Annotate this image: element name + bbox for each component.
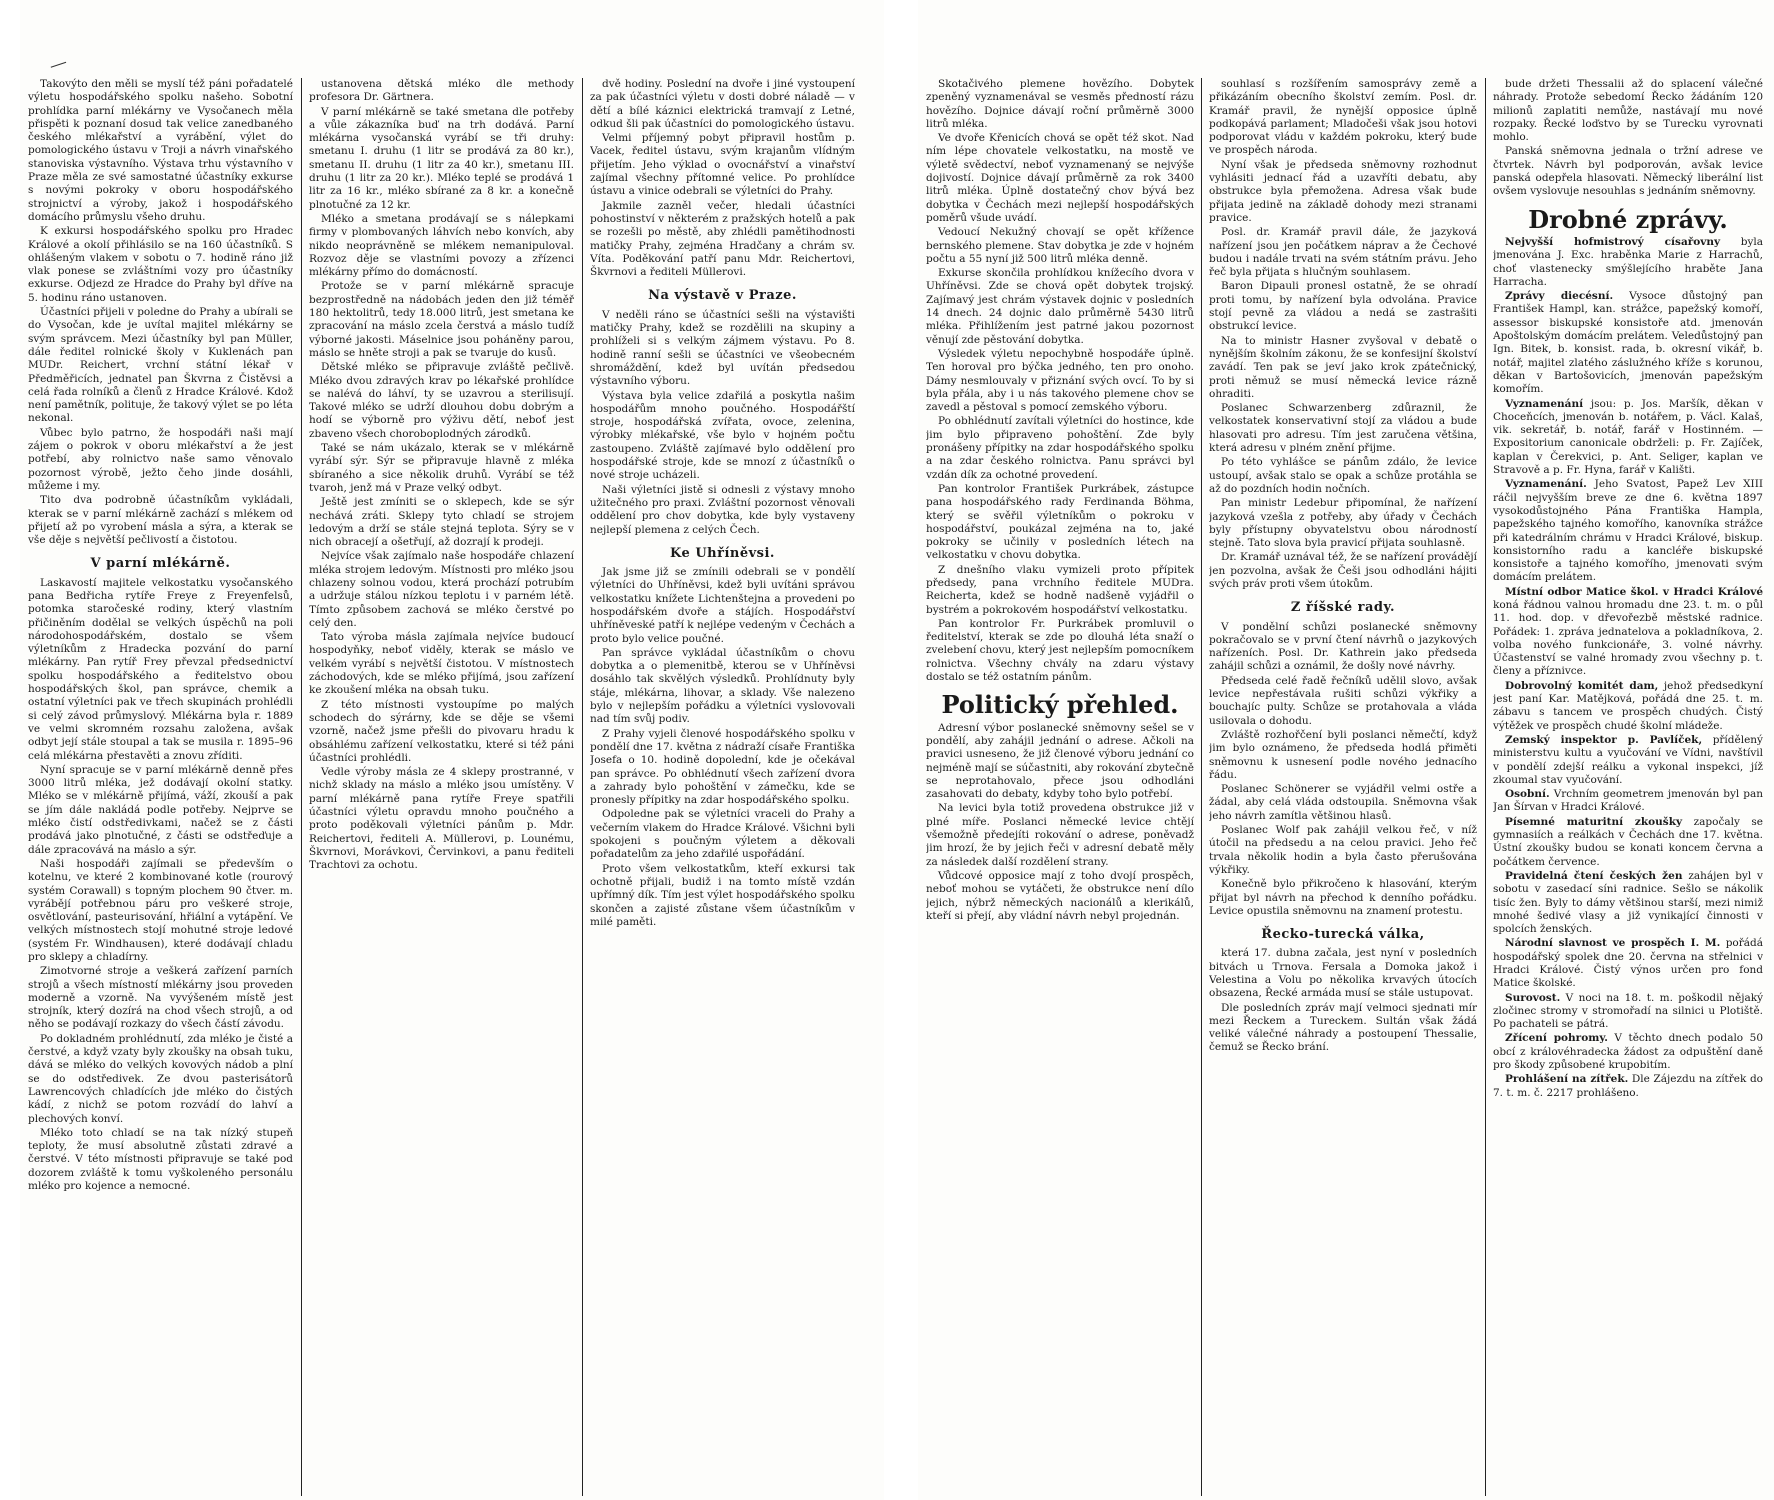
paragraph: Tito dva podrobně účastníkům vykládali, kterak se v parní mlékárně zachází s mlékem od přijetí až po vyrobení másla a sýra, a kterak se vše děje s největší pečlivostí a čistotou.: [28, 494, 293, 547]
paragraph: Pan kontrolor Fr. Purkrábek promluvil o ředitelství, kterak se zde po dlouhá léta snaží o zvelebení chovu, který jest nejlepším pomocníkem rolnictva. Všechny chvály na zdaru výstavy dostalo se též ostatním pánům.: [926, 617, 1194, 684]
news-item: [1493, 992, 1763, 1032]
column-3: [590, 78, 855, 1496]
paragraph: Předseda celé řadě řečníků udělil slovo, avšak levice nepřestávala rušiti schůzi výkřiky a bouchajíc pulty. Schůze se protahovala a vláda usilovala o dohodu.: [1209, 674, 1477, 727]
paragraph: Tato výroba másla zajímala nejvíce budoucí hospodyňky, neboť viděly, kterak se máslo ve velkém vyrábí s největší čistotou. V místnostech záchodových, kde se mléko přijímá, jsou zařízení ke zkoušení mléka na obsah tuku.: [309, 631, 574, 697]
paragraph: Vůdcové opposice mají z toho dvojí prospěch, neboť mohou se vytáčeti, že obstrukce není dílo jejich, nýbrž německých nacionálů a klerikálů, kteří si přejí, aby vládní návrh nebyl projednán.: [926, 869, 1194, 922]
section-heading: Řecko-turecká válka,: [1261, 927, 1425, 943]
news-item-lead: Místní odbor Matice škol. v Hradci Králové: [1505, 585, 1763, 598]
column-rule: [301, 78, 302, 1496]
pen-mark: [51, 62, 70, 77]
paragraph: Poslanec Wolf pak zahájil velkou řeč, v níž útočil na předsedu a na celou pravici. Jeho řeč trvala několik hodin a byla často přerušována výkřiky.: [1209, 824, 1477, 876]
news-item: [1493, 236, 1763, 289]
column-1: [28, 78, 293, 1496]
paragraph: Po obhlédnutí zavítali výletníci do hostince, kde jim bylo připraveno pohoštění. Zde byly pronášeny přípitky na zdar hospodářského spolku a na zdar českého rolnictva. Panu správci byl vzdán dík za ochotné provedení.: [926, 415, 1194, 481]
news-item-text: jsou: p. Jos. Maršík, děkan v Choceňcích, jmenován b. notářem, p. Václ. Kalaš, vik. sekretář, b. notář, farář v Hostinném. — Expositorium canonicale obdrželi: p. Fr. Zajíček, kaplan v Čerekvici, p. Ant. Seliger, kaplan ve Stravově a p. Fr. Hyna, farář v Kališti.: [1493, 397, 1763, 477]
section-heading: Z říšské rady.: [1290, 600, 1396, 616]
news-item: [1493, 788, 1763, 815]
paragraph: Naši výletníci jistě si odnesli z výstavy mnoho užitečného pro praxi. Zvláštní pozornost věnovali oddělení pro chov dobytka, kde byly vystaveny nejlepší plemena z celých Čech.: [590, 483, 855, 536]
paragraph: Naši hospodáři zajímali se především o kotelnu, ve které 2 kombinované kotle (rourový systém Corawall) s topným plochem 90 čtver. m. vyrábějí potřebnou páru pro veškeré stroje, osvětlování, pasteurisování, hřiální a vytápění. Ve velkých místnostech stojí mohutné stroje ledové (systém Fr. Windhausen), které dodávají chladu pro sklepy a chladírny.: [28, 857, 293, 963]
newspaper-page-right: [918, 0, 1774, 1500]
paragraph: Na to ministr Hasner zvyšoval v debatě o nynějším školním zákonu, že se konfesijní školství zavádí. Ten pak se jeví jako krok zpátečnický, proti němuž se musí německá levice rázně ohraditi.: [1209, 334, 1477, 400]
news-item-text: Jeho Svatost, Papež Lev XIII ráčil nejvyšším breve ze dne 6. května 1897 vysokodůstojného Pána Františka Hampla, papežského tajného komořího, kanovníka strážce při katedrálním chrámu v Hradci Králové, biskup. konsistorního radu a kancléře biskupské konsistoře a tajného komořího, jmenovati svým domácím prelátem.: [1493, 478, 1763, 584]
news-item-text: jehož předsedkyní jest paní Kar. Matějková, pořádá dne 25. t. m. zábavu s tancem ve prospěch chudých. Čistý výtěžek ve prospěch chudé školní mládeže.: [1493, 679, 1763, 732]
paragraph: Nejvíce však zajímalo naše hospodáře chlazení mléka strojem ledovým. Místnosti pro mléko jsou chlazeny solnou vodou, která prochází potrubím a udržuje stálou nízkou teplotu i v parném létě. Tímto způsobem zachová se mléko čerstvé po celý den.: [309, 550, 574, 629]
news-item-text: byla jmenována J. Exc. hraběnka Marie z Harrachů, choť vlastenecky smýšlejícího hraběte Jana Harracha.: [1493, 235, 1763, 288]
news-item-text: V noci na 18. t. m. poškodil nějaký zločinec stromy v stromořadí na silnici u Plotiště. Po pachateli se pátrá.: [1493, 991, 1763, 1031]
paragraph: Laskavostí majitele velkostatku vysočanského pana Bedřicha rytíře Freye z Freyenfelsů, potomka staročeské rodiny, který vlastním přičiněním dodělal se velkých úspěchů na poli národohospodářském, dostalo se všem výletníkům z Hradecka pozvání do parní mlékárny. Pan rytíř Frey převzal předsednictví spolku hospodářského a ředitelstvo obou hospodářských škol, pan správce, chemik a ostatní výletníci pak ve třech skupinách prohlédli si celý závod průmyslový. Mlékárna byla r. 1889 ve velmi skromném rozsahu založena, avšak odbyt její stále stoupal a tak se musila r. 1895–96 celá mlékárna přestavěti a znovu zříditi.: [28, 576, 293, 762]
paragraph: Konečně bylo přikročeno k hlasování, kterým přijat byl návrh na přechod k denního pořádku. Levice opustila sněmovnu na znamení protestu.: [1209, 878, 1477, 917]
news-item-lead: Osobní.: [1505, 788, 1550, 801]
section-title: Politický přehled.: [941, 690, 1179, 720]
paragraph: Takovýto den měli se myslí též páni pořadatelé výletu hospodářského spolku našeho. Sobotní prohlídka parní mlékárny ve Vysočanech měla přispěti k poznaní dosud tak velice zanedbaného českého mlékařství a vyrábění, výlet do pomologického ústavu v Troji a návrh vinařského stanoviska výstavního. Výstava trhu výstavního v Praze měla ze své samostatné účastníky exkurse s novými pokroky v oboru hospodářského strojnictví a výroby, jakož i hospodářského domácího průmyslu všeho druhu.: [28, 78, 293, 223]
news-items: [1493, 236, 1763, 1100]
section-heading: V parní mlékárně.: [90, 556, 231, 572]
news-item-lead: Národní slavnost ve prospěch I. M.: [1505, 937, 1721, 950]
paragraph: Dětské mléko se připravuje zvláště pečlivě. Mléko dvou zdravých krav po lékařské prohlídce se nalévá do láhví, ty se uzavrou a sterilisují. Takové mléko se udrží dlouhou dobu dobrým a hodí se výborně pro výživu dětí, neboť jest zbaveno všech choroboplodných zárodků.: [309, 361, 574, 440]
news-item-text: započaly se gymnasiích a reálkách v Čechách dne 17. května. Ústní zkoušky budou se konati koncem června a počátkem července.: [1493, 815, 1763, 868]
news-item: [1493, 870, 1763, 936]
paragraph: bude držeti Thessalii až do splacení válečné náhrady. Protože sebedomí Řecko žádáním 120 milionů zaplatiti nemůže, nastávají mu nové rozpaky. Řecké loďstvo by se Turecku vyrovnati mohlo.: [1493, 78, 1763, 144]
section-heading: Na výstavě v Praze.: [648, 288, 797, 304]
news-item-lead: Písemné maturitní zkoušky: [1505, 815, 1683, 828]
paragraph: V pondělní schůzi poslanecké sněmovny pokračovalo se v první čtení návrhů o jazykových nařízeních. Posl. Dr. Kathrein jako předseda zahájil schůzi a oznámil, že došly nové návrhy.: [1209, 620, 1477, 673]
column-rule: [582, 78, 583, 1496]
paragraph: Po dokladném prohlédnutí, zda mléko je čisté a čerstvé, a když vzaty byly zkoušky na obsah tuku, dává se mléko do velkých kovových nádob a plní se do odstředivek. Ze dvou pasterisátorů Lawrencových chladících jde mléko do čistých kádí, z nichž se potom rozvádí do lahví a plechových konví.: [28, 1032, 293, 1125]
paragraph: Po této vyhlášce se pánům zdálo, že levice ustoupí, avšak stalo se opak a schůze protáhla se až do pozdních hodin nočních.: [1209, 456, 1477, 495]
paragraph: Výstava byla velice zdařilá a poskytla našim hospodářům mnoho poučného. Hospodářští stroje, hospodářská zvířata, ovoce, zelenina, výrobky mlékařské, vše bylo v hojném počtu zastoupeno. Zvláště zajímavé bylo oddělení pro hospodářské stroje, kde se mnozí z účastníků o nové stroje ucházeli.: [590, 389, 855, 482]
paragraph: Pan správce vykládal účastníkům o chovu dobytka a o plemenitbě, kterou se v Uhříněvsi dosáhlo tak skvělých výsledků. Prohlídnuty byly stáje, mlékárna, lihovar, a sklady. Vše nalezeno bylo v nejlepším pořádku a výletníci vyslovovali nad tím svůj podiv.: [590, 646, 855, 726]
paragraph: Posl. dr. Kramář pravil dále, že jazyková nařízení jsou jen počátkem náprav a že Čechové budou i nadále trvati na svém státním právu. Jeho řeč byla přijata s hlučným souhlasem.: [1209, 226, 1477, 279]
paragraph: K exkursi hospodářského spolku pro Hradec Králové a okolí přihlásilo se na 160 účastníků. S ohlášeným vlakem v sobotu o 7. hodině ráno již vlak ponese se zvláštními vozy pro účastníky exkurse. Odjezd ze Hradce do Prahy byl dříve na 5. hodinu ráno ustanoven.: [28, 225, 293, 304]
column-3: [1493, 78, 1763, 1496]
paragraph: Dr. Kramář uznával též, že se nařízení provádějí jen pozvolna, avšak že Češi jsou odhodláni hájiti svých práv proti všem útokům.: [1209, 551, 1477, 590]
paragraph: Velmi příjemný pobyt připravil hostům p. Vacek, ředitel ústavu, svým krajanům vlídným přijetím. Jeho výklad o ovocnářství a vinařství zajímal všechny přítomné velice. Po prohlídce ústavu a vinice odebrali se výletníci do Prahy.: [590, 132, 855, 198]
paragraph: Pan ministr Ledebur připomínal, že nařízení jazyková vzešla z potřeby, aby úřady v Čechách byly přístupny obyvatelstvu obou národností stejně. Tato slova byla pravicí přijata souhlasně.: [1209, 497, 1477, 550]
paragraph: Baron Dipauli pronesl ostatně, že se ohradí proti tomu, by nařízení byla odvolána. Pravice stojí pevně za vládou a nedá se zastrašiti obstrukcí levice.: [1209, 280, 1477, 333]
news-item: [1493, 680, 1763, 733]
column-2: [1209, 78, 1477, 1496]
news-item: [1493, 478, 1763, 584]
paragraph: Pan kontrolor František Purkrábek, zástupce pana hospodářského rady Ferdinanda Böhma, který se svěřil výletníkům o pokroku v hospodářství, poukázal zejména na to, jaké pokroky se učinily v posledních létech na velkostatku v chovu dobytka.: [926, 482, 1194, 562]
paragraph: Zvláště rozhořčení byli poslanci němečtí, když jim bylo oznámeno, že předseda hodlá přiměti sněmovnu k usnesení podle nového jednacího řádu.: [1209, 728, 1477, 781]
paragraph: Z této místnosti vystoupíme po malých schodech do sýrárny, kde se děje se všemi vzorně, načež jsme přešli do pivovaru hradu k obsáhlému zařízení velkostatku, které si též páni účastníci prohlédli.: [309, 698, 574, 764]
paragraph: dvě hodiny. Poslední na dvoře i jiné vystoupení za pak účastníci výletu v dosti dobré náladě — v dětí a bílé káznici elektrická tramvají z Letné, odkud šli pak účastníci do pomologického ústavu.: [590, 78, 855, 130]
paragraph: Nyní spracuje se v parní mlékárně denně přes 3000 litrů mléka, jež dodávají okolní statky. Mléko se v mlékárně přijímá, váží, zkouší a pak se jím dále nakládá podle potřeby. Nejprve se mléko čistí odstředivkami, načež se z části prodává jako plnotučné, z části se odstřeďuje a dále zpracovává na máslo a sýr.: [28, 763, 293, 856]
news-item-text: Vrchním geometrem jmenován byl pan Jan Šírvan v Hradci Králové.: [1493, 788, 1763, 814]
paragraph: Exkurse skončila prohlídkou knížecího dvora v Uhříněvsi. Zde se chová opět dobytek trojský. Zajímavý jest chrám výstavek dojnic v posledních 14 dnech. 24 dojnic dalo průměrně 5430 litrů mléka. Přihlížením jest patrné jakou pozornost věnují zde pěstování dobytka.: [926, 267, 1194, 346]
news-item-lead: Dobrovolný komitét dam,: [1505, 679, 1659, 692]
paragraph: Zimotvorné stroje a veškerá zařízení parních strojů a všech místností mlékárny jsou proveden moderně a vzorně. Na vyvýšeném místě jest strojník, který dozírá na chod všech strojů, a od něho se podávají rozkazy do všech částí závodu.: [28, 965, 293, 1031]
news-item-lead: Zemský inspektor p. Pavlíček,: [1505, 733, 1703, 746]
paragraph: Panská sněmovna jednala o tržní adrese ve čtvrtek. Návrh byl podporován, avšak levice panská odepřela hlasovati. Německý liberální list ovšem vyslovuje nesouhlas s jednáním sněmovny.: [1493, 145, 1763, 198]
paragraph: Na levici byla totiž provedena obstrukce již v plné míře. Poslanci německé levice chtějí všemožně předejíti rokování o adrese, poněvadž jim hrozí, že by jejich řeči v adresní debatě měly za následek další rozdělení strany.: [926, 802, 1194, 868]
news-item: [1493, 1032, 1763, 1072]
paragraph: Ve dvoře Křenicích chová se opět též skot. Nad ním lépe chovatele velkostatku, na mostě ve výletě svědectví, neboť vyznamenaný se nejvýše dojivostí. Dojnice dávají průměrně za rok 3400 litrů mléka. Úplně dostatečný chov bývá bez dobytka v Čechách mezi nejlepší hospodářských poměrů všude uvádí.: [926, 132, 1194, 224]
paragraph: Proto všem velkostatkům, kteří exkursi tak ochotně přijali, budiž i na tomto místě vzdán upřímný dík. Tím jest výlet hospodářského spolku skončen a zajisté zůstane všem účastníkům v milé paměti.: [590, 862, 855, 928]
paragraph: V parní mlékárně se také smetana dle potřeby a vůle zákazníka buď na trh dodává. Parní mlékárna vysočanská vyrábí se tři druhy: smetanu I. druhu (1 litr se prodává za 80 kr.), smetanu II. druhu (1 litr za 40 kr.), smetanu III. druhu (1 litr za 20 kr.). Mléko teplé se prodává 1 litr za 16 kr., mléko sbírané za 8 kr. a konečně plnotučné za 12 kr.: [309, 105, 574, 211]
news-item-text: pořádá hospodářský spolek dne 20. června na střelnici v Hradci Králové. Čistý výnos určen pro fond Matice školské.: [1493, 937, 1763, 990]
news-item-lead: Zprávy diecésní.: [1505, 290, 1614, 303]
column-1: [926, 78, 1194, 1496]
newspaper-page-left: [20, 0, 884, 1500]
news-item: [1493, 586, 1763, 679]
news-item-lead: Prohlášení na zítřek.: [1505, 1073, 1629, 1086]
paragraph: souhlasí s rozšířením samosprávy země a přikázáním obecního školství zemím. Posl. dr. Kramář pravil, že nynější opposice úplně podkopává parlament; Mladočeši však jsou hotovi podporovat vládu v každém pokroku, který bude ve prospěch národa.: [1209, 78, 1477, 157]
news-item-lead: Vyznamenání: [1505, 397, 1584, 410]
paragraph: Poslanec Schwarzenberg zdůraznil, že velkostatek konservativní stojí za vládou a bude hlasovati pro adresu. Tím jest zaručena většina, která adresu v plném znění přijme.: [1209, 402, 1477, 455]
paragraph: Jak jsme již se zmínili odebrali se v pondělí výletníci do Uhříněvsi, kdež byli uvítáni správou velkostatku knížete Lichtenštejna a provedeni po hospodářském dvoře a stájích. Hospodářství uhříněveské patří k nejlépe vedeným v Čechách a proto bylo velice poučné.: [590, 566, 855, 645]
news-item-text: Dle Zájezdu na zítřek do 7. t. m. č. 2217 prohlášeno.: [1493, 1073, 1763, 1099]
news-item: [1493, 734, 1763, 787]
paragraph: Adresní výbor poslanecké sněmovny sešel se v pondělí, aby zahájil jednání o adrese. Ačkoli na pravici usneseno, že již členové výboru jednání co nejméně mají se súčastniti, aby rokování zbytečně se neprotahovalo, přece jsou odhodláni zasahovati do debaty, kdyby toho bylo potřebí.: [926, 721, 1194, 801]
paragraph: Z dnešního vlaku vymizeli proto přípitek předsedy, pana vrchního ředitele MUDra. Reicherta, kdež se hodně nadšeně vyjádřil o bystrém a pokrokovém hospodářství velkostatku.: [926, 563, 1194, 616]
paragraph: Vedoucí Nekužný chovají se opět křížence bernského plemene. Stav dobytka je zde v hojném počtu a 55 nyní již 500 litrů mléka denně.: [926, 226, 1194, 265]
news-item-text: koná řádnou valnou hromadu dne 23. t. m. o půl 11. hod. dop. v dřevořezbě městské radnice. Pořádek: 1. zpráva jednatelova a pokladníkova, 2. volba nového funkcionáře, 3. volné návrhy. Účastenství se valné hromady zvou všechny p. t. členy a příznivce.: [1493, 598, 1763, 678]
paragraph: Z Prahy vyjeli členové hospodářského spolku v pondělí dne 17. května z nádraží císaře Františka Josefa o 10. hodině dopolední, kde je očekával pan správce. Po obhlédnutí všech zařízení dvora a zahrady bylo pohoštění v zámečku, kde se pronesly přípitky na zdar hospodářského spolku.: [590, 727, 855, 807]
news-item-lead: Surovost.: [1505, 991, 1561, 1004]
paragraph: Nyní však je předseda sněmovny rozhodnut vyhlásiti jednací řád a uzavříti debatu, aby obstrukce byla přemožena. Adresa však bude přijata jedině na základě dohody mezi stranami pravice.: [1209, 158, 1477, 224]
news-item-text: přídělený ministerstvu kultu a vyučování ve Vídni, navštívil v pondělí zdejší reálku a vykonal inspekci, jíž zkoumal stav vyučování.: [1493, 733, 1763, 786]
news-item-lead: Zřícení pohromy.: [1505, 1032, 1608, 1045]
paragraph: V neděli ráno se účastníci sešli na výstavišti matičky Prahy, kdež se rozdělili na skupiny a prohlíželi si s velkým zájmem výstavu. Po 8. hodině ranní sešli se účastníci ve všeobecném shromáždění, kdež byl uvítán předsedou výstavního výboru.: [590, 308, 855, 388]
news-item-text: V těchto dnech podalo 50 obcí z královéhradecka žádost za odpuštění daně pro škody způsobené krupobitím.: [1493, 1032, 1763, 1072]
column-rule: [1485, 78, 1486, 1496]
news-item-lead: Vyznamenání.: [1505, 478, 1587, 491]
news-item: [1493, 1073, 1763, 1100]
paragraph: ustanovena dětská mléko dle methody profesora Dr. Gärtnera.: [309, 78, 574, 104]
news-item: [1493, 398, 1763, 478]
paragraph: Účastníci přijeli v poledne do Prahy a ubírali se do Vysočan, kde je uvítal majitel mlékárny se svým správcem. Mezi účastníky byl pan Müller, dále ředitel rolnické školy v Kuklenách pan MUDr. Reichert, vrchní státní lékař v Předměřicích, jednatel pan Škvrna z Čistěvsi a celá řada rolníků a členů z Hradce Králové. Kdož není pamětník, polituje, že takový výlet se po léta nekonal.: [28, 306, 293, 425]
paragraph: která 17. dubna začala, jest nyní v posledních bitvách u Trnova. Fersala a Domoka jakož i Velestina a Volu po několika krvavých útocích obsazena, Řecké armáda musí se stále ustupovat.: [1209, 947, 1477, 1000]
news-item-text: zahájen byl v sobotu v zasedací síni radnice. Sešlo se nákolik tisíc žen. Byly to dámy většinou starší, mezi nimiž mnohé šedivé vlasy a již vynikající činnosti v spolcích ženských.: [1493, 869, 1763, 936]
paragraph: Dle posledních zpráv mají velmoci sjednati mír mezi Řeckem a Tureckem. Sultán však žádá veliké válečné náhrady a postoupení Thessalie, čemuž se Řecko brání.: [1209, 1001, 1477, 1054]
paragraph: Vedle výroby másla ze 4 sklepy prostranné, v nichž sklady na máslo a mléko jsou umístěny. V parní mlékárně pana rytíře Freye spatřili účastníci výletu opravdu mnoho poučného a proto poděkovali výletníci pánům p. Mdr. Reichertovi, řediteli A. Müllerovi, p. Lounému, Škvrnovi, Morávkovi, Červinkovi, a panu řediteli Trachtovi za ochotu.: [309, 766, 574, 872]
paragraph: Také se nám ukázalo, kterak se v mlékárně vyrábí sýr. Sýr se připravuje hlavně z mléka sbíraného a sice několik druhů. Vyrábí se též tvaroh, jenž má v Praze velký odbyt.: [309, 442, 574, 494]
news-item: [1493, 816, 1763, 869]
paragraph: Protože se v parní mlékárně spracuje bezprostředně na nádobách jeden den již téměř 180 hektolitrů, tedy 18.000 litrů, jest smetana ke zpracování na máslo zcela čerstvá a máslo tudíž výborné jakosti. Máselnice jsou poháněny parou, máslo se hněte stroji a pak se tvaruje do kusů.: [309, 280, 574, 359]
news-item-lead: Nejvyšší hofmistrový císařovny: [1505, 235, 1721, 248]
paragraph: Skotačivého plemene hovězího. Dobytek zpeněný vyznamenával se vesměs předností rázu hovězího. Dojnice dávají roční průměrně 3000 litrů mléka.: [926, 78, 1194, 130]
column-rule: [1201, 78, 1202, 1496]
paragraph: Výsledek výletu nepochybně hospodáře úplně. Ten horoval pro býčka jedného, ten pro onoho. Dámy nesmlouvaly v přiznání svých ovcí. To by si byla přála, aby i u nás takového plemene chov se zavedl a pěstoval s pomocí zemského výboru.: [926, 347, 1194, 414]
paragraph: Vůbec bylo patrno, že hospodáři naši mají zájem o pokrok v oboru mlékařství a že jest potřebí, aby rolnictvo naše samo věnovalo pozornost výrobě, ježto čeho jinde dosáhli, můžeme i my.: [28, 426, 293, 492]
paragraph: Jakmile zazněl večer, hledali účastníci pohostinství v některém z pražských hotelů a pak se rozešli po městě, aby zhlédli pamětihodnosti matičky Prahy, zejména Hradčany a chrám sv. Víta. Poděkování patří panu Mdr. Reichertovi, Škvrnovi a řediteli Müllerovi.: [590, 199, 855, 279]
paragraph: Ještě jest zmíniti se o sklepech, kde se sýr nechává zráti. Sklepy tyto chladí se strojem ledovým a drží se stále stejná teplota. Sýry se v nich obracejí a ošetřují, až dozrají k prodeji.: [309, 496, 574, 549]
news-item-text: Vysoce důstojný pan František Hampl, kan. strážce, papežský komoří, assessor biskupské konsistoře atd. jmenován Apoštolským domácím prelátem. Veledůstojný pan Ign. Bitek, b. konsist. rada, b. okresní vikář, b. notář, majitel zlatého záslužného kříže s korunou, děkan v Bartošovicích, jmenován papežským komořím.: [1493, 290, 1763, 396]
paragraph: Poslanec Schönerer se vyjádřil velmi ostře a žádal, aby celá vláda odstoupila. Sněmovna však jeho návrh zamítla většinou hlasů.: [1209, 783, 1477, 822]
paragraph: Mléko a smetana prodávají se s nálepkami firmy v plombovaných láhvích nebo konvích, aby nikdo neoprávněně se mlékem nemanipuloval. Rozvoz děje se vlastními povozy a zřízenci mlékárny přímo do domácností.: [309, 212, 574, 279]
news-item: [1493, 937, 1763, 990]
paragraph: Mléko toto chladí se na tak nízký stupeň teploty, že musí absolutně zůstati zdravé a čerstvé. V této místnosti připravuje se také pod dozorem zvláště k tomu vyškoleného personálu mléko pro kojence a nemocné.: [28, 1126, 293, 1193]
section-heading: Ke Uhříněvsi.: [670, 545, 775, 561]
section-title: Drobné zprávy.: [1528, 204, 1728, 234]
news-item: [1493, 290, 1763, 396]
paragraph: Odpoledne pak se výletníci vraceli do Prahy a večerním vlakem do Hradce Králové. Všichni byli spokojeni s poučným výletem a děkovali pořadatelům za jeho zdařilé uspořádání.: [590, 808, 855, 861]
column-2: [309, 78, 574, 1496]
news-item-lead: Pravidelná čtení českých žen: [1505, 869, 1683, 882]
